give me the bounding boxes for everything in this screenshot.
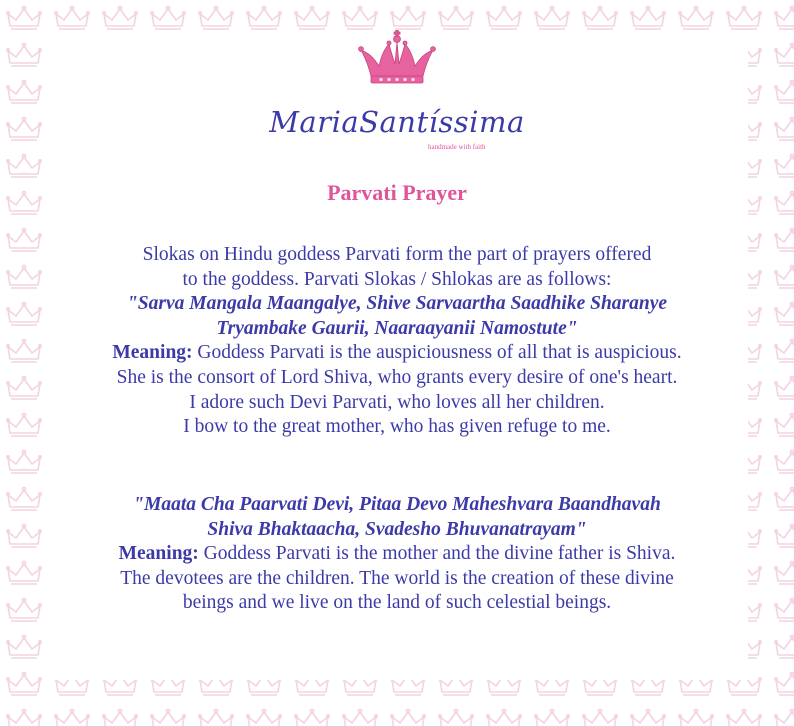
meaning-label: Meaning: (118, 543, 199, 565)
meaning-line (60, 341, 734, 366)
intro-line: to the goddess. Parvati Slokas / Shlokas are as follows: (182, 268, 612, 290)
meaning-label: Meaning: (112, 342, 193, 364)
crown-icon (357, 30, 437, 92)
verse-line: "Maata Cha Paarvati Devi, Pitaa Devo Maheshvara Baandhavah (133, 494, 661, 515)
meaning-line: I bow to the great mother, who has given refuge to me. (183, 416, 611, 438)
brand-name: MariaSantíssima (269, 105, 525, 139)
meaning-text: Goddess Parvati is the mother and the divine father is Shiva. (198, 543, 676, 565)
meaning-text: Goddess Parvati is the auspiciousness of all that is auspicious. (192, 342, 682, 364)
prayer-block-2 (60, 493, 734, 616)
intro-line: Slokas on Hindu goddess Parvati form the part of prayers offered (142, 244, 652, 265)
verse-line: Tryambake Gaurii, Naaraayanii Namostute" (216, 317, 578, 339)
meaning-line: I adore such Devi Parvati, who loves all her children. (189, 391, 605, 413)
verse-line: Shiva Bhaktaacha, Svadesho Bhuvanatrayam" (207, 518, 587, 540)
verse-line: "Sarva Mangala Maangalye, Shive Sarvaartha Saadhike Sharanye (126, 293, 668, 315)
prayer-block-1 (60, 243, 734, 440)
meaning-line: beings and we live on the land of such celestial beings. (182, 592, 612, 614)
logo (0, 30, 794, 92)
brand-tagline: handmade with faith (428, 143, 486, 151)
meaning-line: The devotees are the children. The world is the creation of these divine (120, 567, 674, 589)
page-title: Parvati Prayer (327, 180, 467, 205)
meaning-line (60, 542, 734, 567)
meaning-line: She is the consort of Lord Shiva, who grants every desire of one's heart. (116, 366, 678, 388)
